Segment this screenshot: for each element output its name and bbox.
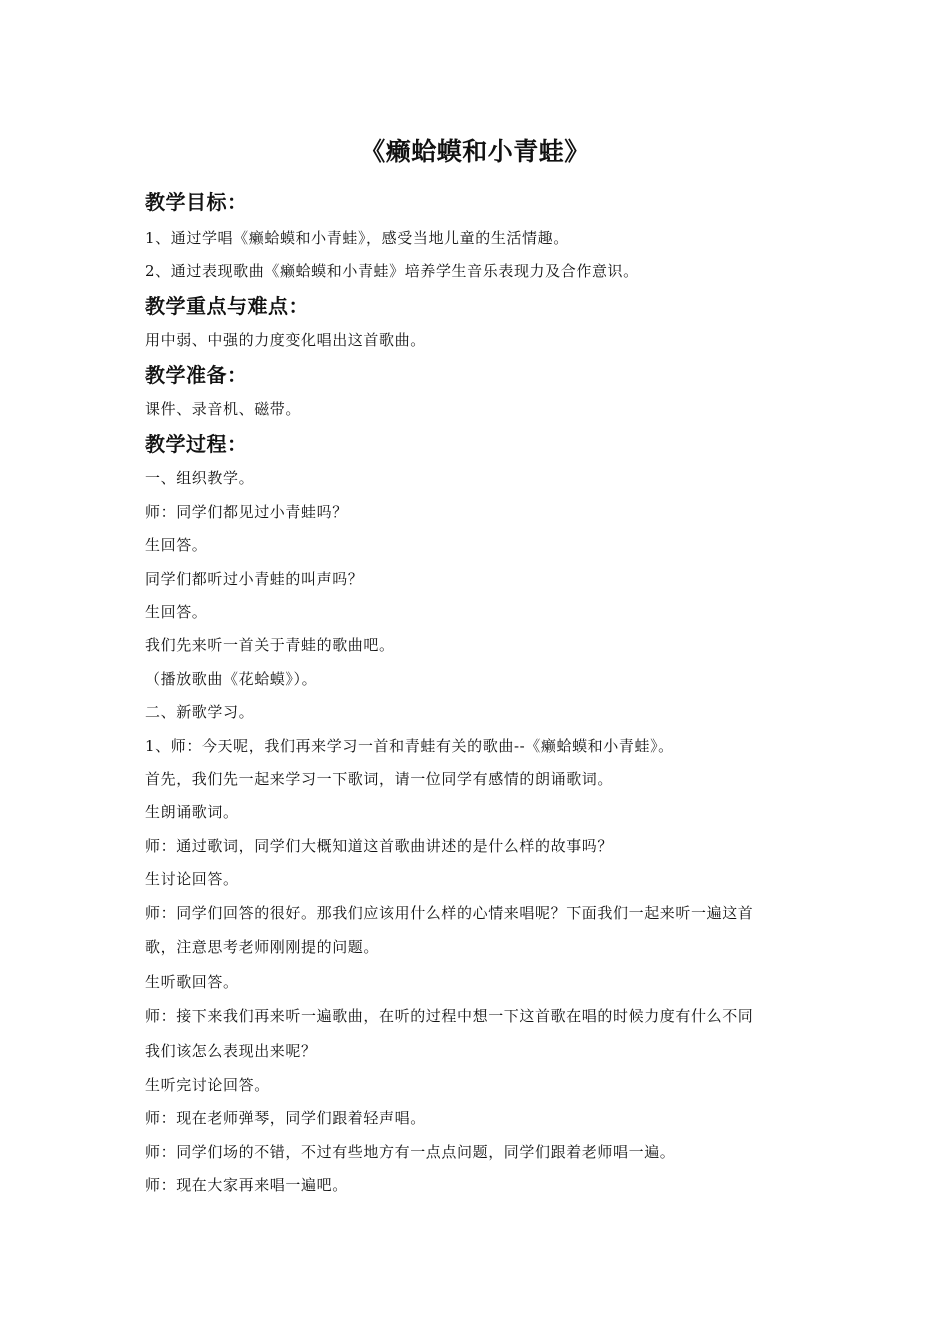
process-line: 师：现在大家再来唱一遍吧。 xyxy=(145,1176,348,1194)
process-line: 生回答。 xyxy=(145,536,208,554)
process-line: 生听完讨论回答。 xyxy=(145,1076,270,1094)
process-line: （播放歌曲《花蛤蟆》）。 xyxy=(145,670,318,688)
process-line: 首先，我们先一起来学习一下歌词，请一位同学有感情的朗诵歌词。 xyxy=(145,770,614,788)
process-line: 生回答。 xyxy=(145,603,208,621)
heading-key-points: 教学重点与难点： xyxy=(145,294,309,318)
process-line: 我们先来听一首关于青蛙的歌曲吧。 xyxy=(145,636,395,654)
process-line: 生讨论回答。 xyxy=(145,870,239,888)
preparation-item: 课件、录音机、磁带。 xyxy=(145,400,302,418)
process-line: 师：同学们场的不错，不过有些地方有一点点问题，同学们跟着老师唱一遍。 xyxy=(145,1143,676,1161)
process-line: 歌，注意思考老师刚刚提的问题。 xyxy=(145,938,380,956)
process-line: 一、组织教学。 xyxy=(145,469,255,487)
process-line: 师：通过歌词，同学们大概知道这首歌曲讲述的是什么样的故事吗？ xyxy=(145,837,614,855)
objective-item: 2、通过表现歌曲《癞蛤蟆和小青蛙》培养学生音乐表现力及合作意识。 xyxy=(145,262,639,280)
heading-objectives: 教学目标： xyxy=(145,190,248,214)
process-line: 生朗诵歌词。 xyxy=(145,803,239,821)
process-line: 二、新歌学习。 xyxy=(145,703,255,721)
process-line: 生听歌回答。 xyxy=(145,973,239,991)
process-line: 师：同学们都见过小青蛙吗？ xyxy=(145,503,348,521)
process-line: 同学们都听过小青蛙的叫声吗？ xyxy=(145,570,364,588)
process-line: 1、师：今天呢，我们再来学习一首和青蛙有关的歌曲--《癞蛤蟆和小青蛙》。 xyxy=(145,737,674,755)
heading-process: 教学过程： xyxy=(145,432,248,456)
document-title: 《癞蛤蟆和小青蛙》 xyxy=(360,137,590,166)
process-line: 师：接下来我们再来听一遍歌曲，在听的过程中想一下这首歌在唱的时候力度有什么不同 xyxy=(145,1007,754,1025)
process-line: 师：同学们回答的很好。那我们应该用什么样的心情来唱呢？下面我们一起来听一遍这首 xyxy=(145,904,754,922)
process-line: 我们该怎么表现出来呢？ xyxy=(145,1042,317,1060)
heading-preparation: 教学准备： xyxy=(145,363,248,387)
key-point-item: 用中弱、中强的力度变化唱出这首歌曲。 xyxy=(145,331,426,349)
objective-item: 1、通过学唱《癞蛤蟆和小青蛙》，感受当地儿童的生活情趣。 xyxy=(145,229,569,247)
process-line: 师：现在老师弹琴，同学们跟着轻声唱。 xyxy=(145,1109,426,1127)
